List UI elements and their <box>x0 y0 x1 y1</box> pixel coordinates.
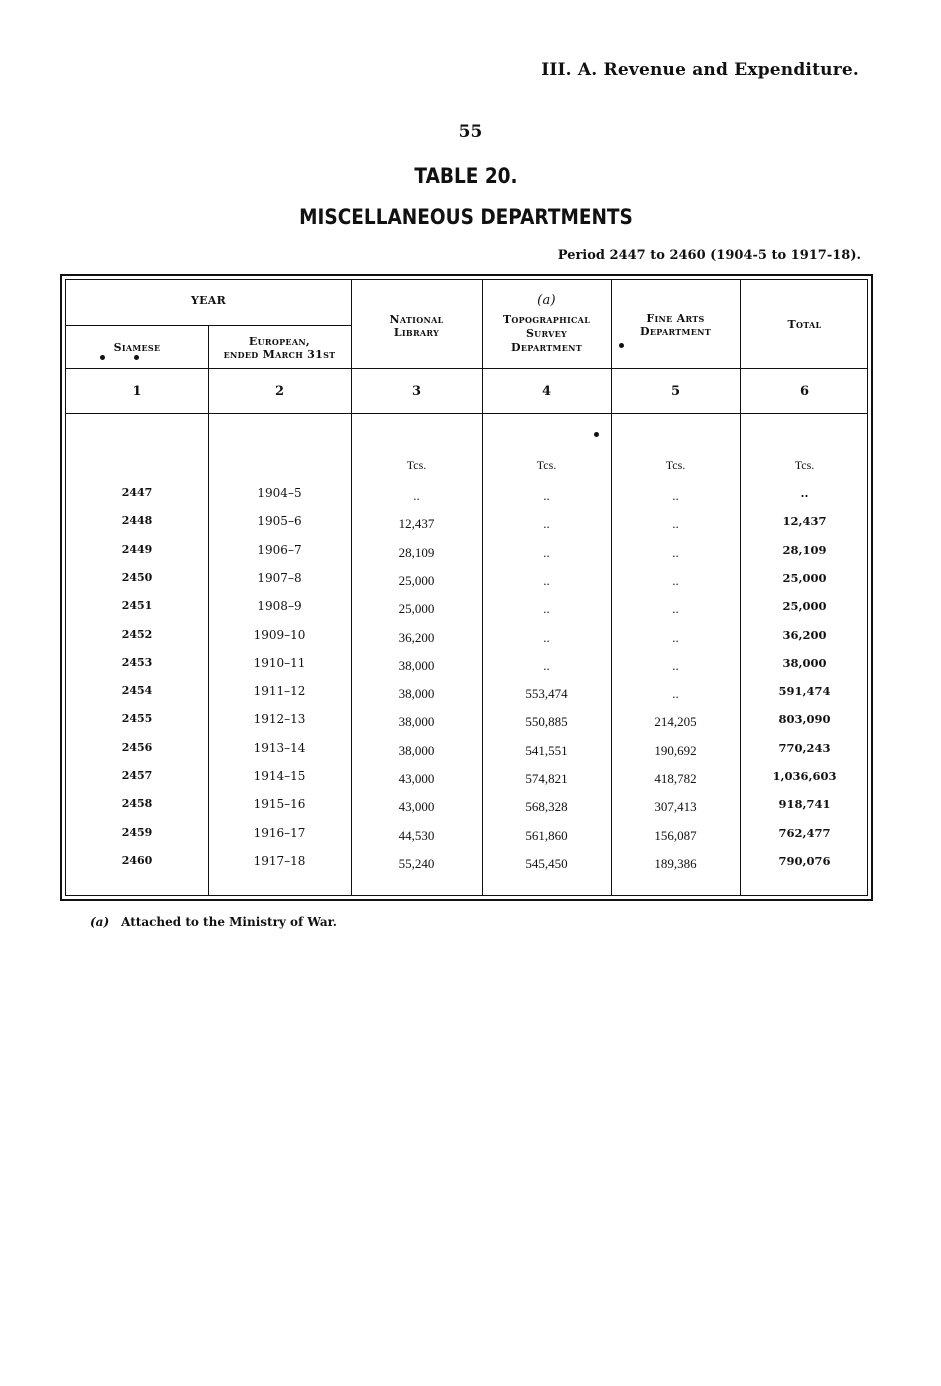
table-cell-national: 43,000 <box>398 799 435 815</box>
header-topo-line3: Department <box>511 341 582 354</box>
table-cell-total: 38,000 <box>782 655 827 670</box>
table-cell-national: 44,530 <box>398 827 435 843</box>
header-siamese: Siamese <box>113 341 161 354</box>
print-speck <box>594 432 599 437</box>
table-cell-european: 1906–7 <box>257 542 302 557</box>
header-topo-note: (a) <box>537 293 556 308</box>
table-cell-total: 762,477 <box>778 825 831 840</box>
table-cell-total: .. <box>800 486 809 500</box>
row-divider <box>66 413 867 414</box>
column-number: 2 <box>274 384 285 399</box>
table-cell-european: 1907–8 <box>257 570 302 585</box>
table-cell-topo: .. <box>543 629 550 645</box>
table-cell-topo: 545,450 <box>525 855 568 871</box>
table-cell-european: 1917–18 <box>253 853 306 868</box>
table-cell-european: 1916–17 <box>253 825 306 840</box>
footnote <box>90 915 337 929</box>
page-number: 55 <box>458 122 483 142</box>
table-cell-european: 1905–6 <box>257 514 302 529</box>
table-cell-siamese: 2448 <box>121 514 153 528</box>
table-cell-siamese: 2455 <box>121 712 153 726</box>
column-number: 1 <box>132 384 142 399</box>
table-cell-topo: .. <box>543 657 550 673</box>
header-european-line1: European, <box>248 335 311 348</box>
print-speck <box>619 343 624 348</box>
print-speck <box>100 355 105 360</box>
table-cell-total: 25,000 <box>782 599 827 614</box>
table-cell-siamese: 2460 <box>121 853 153 867</box>
table-cell-total: 36,200 <box>782 627 827 642</box>
header-european-line2: ended March 31st <box>223 348 336 361</box>
header-total: Total <box>787 318 822 331</box>
table-cell-national: 38,000 <box>398 714 435 730</box>
table-cell-european: 1904–5 <box>257 486 302 500</box>
table-cell-siamese: 2459 <box>121 825 153 839</box>
table-title: TABLE 20. <box>414 164 518 188</box>
table-cell-total: 790,076 <box>778 853 831 868</box>
table-cell-european: 1910–11 <box>253 655 306 670</box>
table-cell-fine: .. <box>672 657 679 673</box>
table-cell-fine: .. <box>672 601 679 617</box>
table-cell-national: 25,000 <box>398 601 435 617</box>
table-cell-fine: .. <box>672 629 679 645</box>
table-cell-topo: .. <box>543 516 550 532</box>
table-cell-national: 28,109 <box>398 544 435 560</box>
table-cell-total: 770,243 <box>778 740 831 755</box>
header-fine-arts-line1: Fine Arts <box>646 312 705 325</box>
table-cell-topo: .. <box>543 488 550 503</box>
table-cell-topo: 568,328 <box>525 799 568 815</box>
table-cell-fine: .. <box>672 572 679 588</box>
table-cell-fine: .. <box>672 686 679 702</box>
table-cell-total: 918,741 <box>778 797 831 812</box>
table-cell-national: 38,000 <box>398 686 435 702</box>
table-cell-national: 25,000 <box>398 572 435 588</box>
table-cell-topo: .. <box>543 572 550 588</box>
table-cell-total: 1,036,603 <box>772 769 837 783</box>
table-cell-topo: 541,551 <box>525 742 568 758</box>
unit-label: Tcs. <box>665 458 686 472</box>
unit-label: Tcs. <box>406 458 427 472</box>
table-cell-siamese: 2449 <box>121 542 153 556</box>
footnote-text: Attached to the Ministry of War. <box>121 915 337 929</box>
column-number: 3 <box>411 384 422 399</box>
table-cell-siamese: 2450 <box>121 570 153 584</box>
table-cell-european: 1908–9 <box>257 599 302 614</box>
header-fine-arts-line2: Department <box>640 325 711 338</box>
row-divider <box>66 325 351 326</box>
table-cell-siamese: 2458 <box>121 797 153 811</box>
table-cell-fine: 214,205 <box>654 714 697 730</box>
table-cell-fine: 190,692 <box>654 742 697 758</box>
table-cell-fine: .. <box>672 516 679 532</box>
table-cell-topo: 574,821 <box>525 771 568 786</box>
column-number: 4 <box>541 384 552 399</box>
table-cell-national: .. <box>413 488 420 503</box>
section-heading: III. A. Revenue and Expenditure. <box>541 60 859 80</box>
header-topo-line1: Topographical <box>502 313 591 326</box>
header-year: YEAR <box>190 294 227 307</box>
table-cell-fine: 307,413 <box>654 799 697 815</box>
table-cell-topo: .. <box>543 544 550 560</box>
table-cell-topo: 550,885 <box>525 714 568 730</box>
column-number: 6 <box>799 384 810 399</box>
table-cell-european: 1915–16 <box>253 797 306 812</box>
table-cell-national: 38,000 <box>398 742 435 758</box>
table-cell-fine: .. <box>672 488 679 503</box>
table-cell-national: 55,240 <box>398 855 435 871</box>
table-cell-european: 1909–10 <box>253 627 306 642</box>
header-topo-line2: Survey <box>525 327 568 340</box>
table-cell-european: 1912–13 <box>253 712 306 727</box>
table-cell-total: 25,000 <box>782 570 827 585</box>
table-cell-siamese: 2454 <box>121 684 153 698</box>
column-number: 5 <box>670 384 681 399</box>
unit-label: Tcs. <box>536 458 557 472</box>
table-cell-national: 38,000 <box>398 657 435 673</box>
table-cell-fine: 418,782 <box>654 771 697 786</box>
header-national-line1: National <box>389 313 444 326</box>
row-divider <box>66 368 867 369</box>
table-cell-total: 803,090 <box>778 712 831 727</box>
table-cell-siamese: 2447 <box>121 486 153 499</box>
table-cell-siamese: 2457 <box>121 769 153 782</box>
table-cell-fine: 156,087 <box>654 827 697 843</box>
table-cell-national: 12,437 <box>398 516 435 532</box>
table-cell-siamese: 2453 <box>121 655 153 669</box>
table-cell-total: 28,109 <box>782 542 827 557</box>
table-cell-fine: .. <box>672 544 679 560</box>
table-cell-european: 1914–15 <box>253 769 306 783</box>
table-cell-national: 43,000 <box>398 771 435 786</box>
header-national-line2: Library <box>393 326 440 339</box>
table-subtitle: MISCELLANEOUS DEPARTMENTS <box>299 205 633 229</box>
footnote-mark: (a) <box>90 915 110 929</box>
table-cell-european: 1913–14 <box>253 740 306 755</box>
table-cell-total: 591,474 <box>778 684 831 699</box>
table-cell-fine: 189,386 <box>654 855 697 871</box>
print-speck <box>134 355 139 360</box>
table-cell-topo: .. <box>543 601 550 617</box>
table-cell-siamese: 2451 <box>121 599 153 613</box>
period-label: Period 2447 to 2460 (1904-5 to 1917-18). <box>557 248 861 263</box>
table-cell-national: 36,200 <box>398 629 435 645</box>
table-cell-siamese: 2456 <box>121 740 153 754</box>
table-cell-siamese: 2452 <box>121 627 153 641</box>
table-cell-european: 1911–12 <box>253 684 306 699</box>
table-cell-topo: 553,474 <box>525 686 568 702</box>
table-cell-total: 12,437 <box>782 514 827 529</box>
unit-label: Tcs. <box>794 458 815 472</box>
table-cell-topo: 561,860 <box>525 827 568 843</box>
